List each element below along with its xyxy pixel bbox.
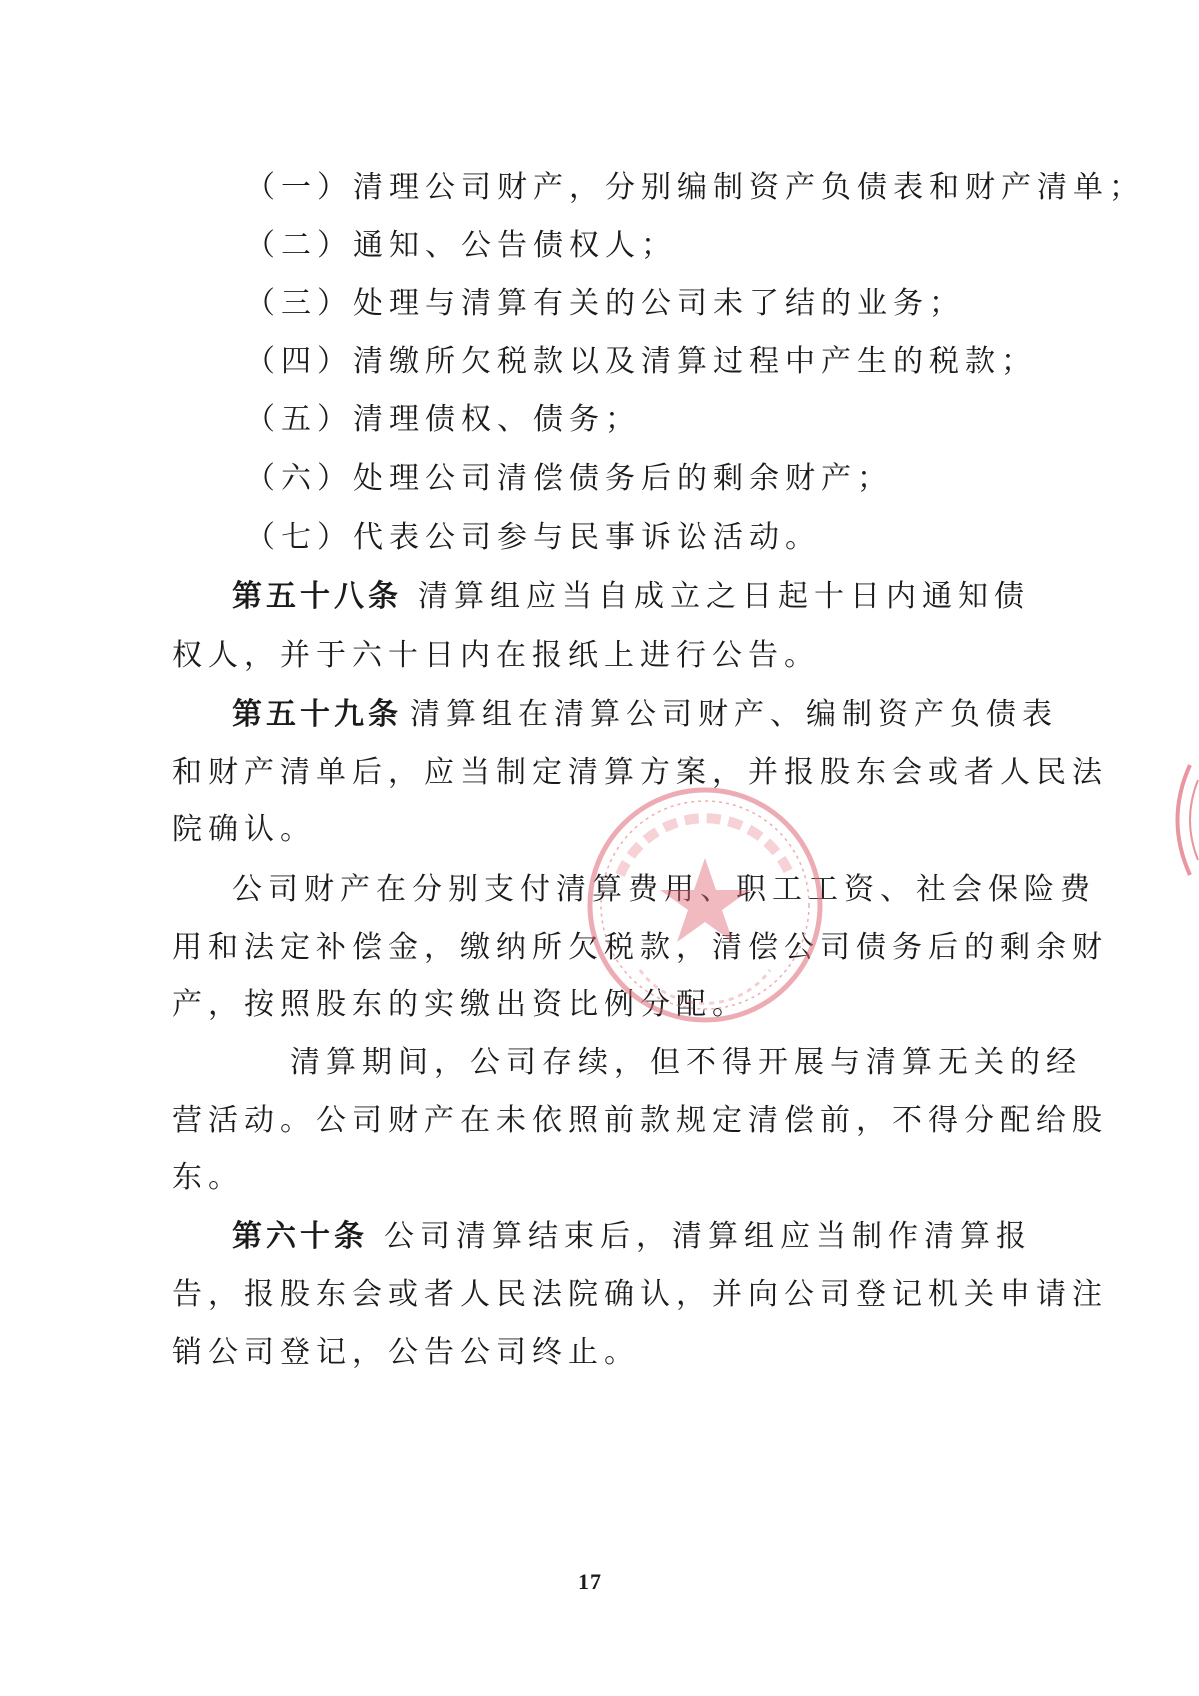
article-60-line-1: 公司清算结束后，清算组应当制作清算报 xyxy=(384,1219,1032,1254)
article-58-heading: 第五十八条 xyxy=(232,579,402,614)
article-58-line-2: 权人，并于六十日内在报纸上进行公告。 xyxy=(172,638,820,673)
list-item-3: （三）处理与清算有关的公司未了结的业务； xyxy=(245,286,965,321)
list-item-1: （一）清理公司财产，分别编制资产负债表和财产清单； xyxy=(245,170,1145,205)
article-59-line-3: 院确认。 xyxy=(172,812,316,847)
article-58-line-1: 清算组应当自成立之日起十日内通知债 xyxy=(418,579,1030,614)
edge-seal-fragment xyxy=(1160,760,1199,880)
period-para-line-3: 东。 xyxy=(172,1160,244,1195)
article-59-line-2: 和财产清单后，应当制定清算方案，并报股东会或者人民法 xyxy=(172,755,1108,790)
list-item-4: （四）清缴所欠税款以及清算过程中产生的税款； xyxy=(245,344,1037,379)
list-item-6: （六）处理公司清偿债务后的剩余财产； xyxy=(245,461,893,496)
assets-para-line-2: 用和法定补偿金，缴纳所欠税款，清偿公司债务后的剩余财 xyxy=(172,930,1108,965)
list-item-7: （七）代表公司参与民事诉讼活动。 xyxy=(245,520,821,555)
article-60-heading: 第六十条 xyxy=(232,1219,368,1254)
assets-para-line-1: 公司财产在分别支付清算费用、职工工资、社会保险费 xyxy=(232,872,1096,907)
article-60-line-2: 告，报股东会或者人民法院确认，并向公司登记机关申请注 xyxy=(172,1277,1108,1312)
article-59-heading: 第五十九条 xyxy=(232,697,402,732)
article-60-line-3: 销公司登记，公告公司终止。 xyxy=(172,1335,640,1370)
list-item-5: （五）清理债权、债务； xyxy=(245,402,641,437)
page-number: 17 xyxy=(578,1569,602,1594)
list-item-2: （二）通知、公告债权人； xyxy=(245,228,677,263)
article-59-line-1: 清算组在清算公司财产、编制资产负债表 xyxy=(410,697,1058,732)
period-para-line-1: 清算期间，公司存续，但不得开展与清算无关的经 xyxy=(290,1045,1082,1080)
period-para-line-2: 营活动。公司财产在未依照前款规定清偿前，不得分配给股 xyxy=(172,1103,1108,1138)
assets-para-line-3: 产，按照股东的实缴出资比例分配。 xyxy=(172,987,748,1022)
